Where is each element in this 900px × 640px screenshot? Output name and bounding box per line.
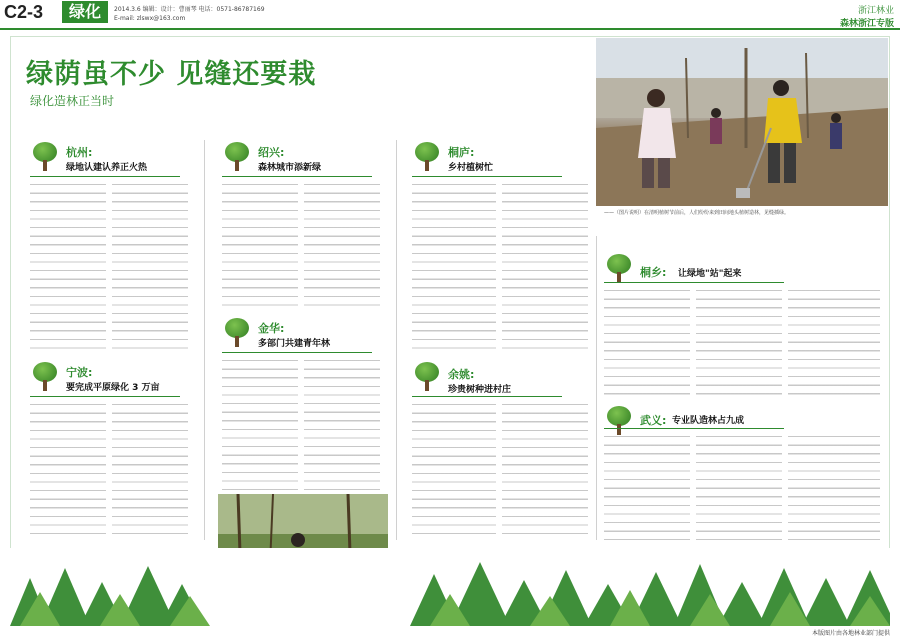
section-divider (222, 176, 372, 177)
article-body-tongxiang (788, 290, 880, 398)
photo-caption-top: ——（图片说明）在清明植树节前后，人们纷纷来到田间地头植树造林，见缝插绿。 (604, 210, 790, 216)
forest-silhouette (10, 548, 890, 626)
section-title-shaoxing: 森林城市添新绿 (258, 163, 322, 173)
article-body-jinhua (222, 360, 298, 490)
section-label: 绿化 (62, 1, 108, 23)
article-body-ningbo (30, 404, 106, 534)
tree-icon (30, 142, 60, 172)
section-region-tongxiang: 桐乡: (640, 266, 667, 279)
section-divider (222, 352, 372, 353)
tree-icon (604, 254, 634, 284)
column-divider (596, 236, 597, 540)
article-body-tonglu (412, 184, 496, 354)
section-region-tonglu: 桐庐: (448, 146, 475, 159)
article-body-ningbo (112, 404, 188, 534)
paper-name-block (840, 3, 894, 29)
section-title-hangzhou: 绿地认建认养正火热 (66, 163, 148, 173)
section-title-tongxiang: 让绿地"站"起来 (678, 269, 742, 279)
section-region-wuyi: 武义: (640, 414, 667, 427)
article-body-shaoxing (222, 184, 298, 310)
section-region-ningbo: 宁波: (66, 366, 93, 379)
date-editor-line: 2014.3.6 编辑：设计：曹丽琴 电话：0571-86787169 (114, 6, 265, 13)
tree-icon (412, 142, 442, 172)
page-code: C2-3 (4, 2, 44, 22)
article-body-yuyao (502, 404, 588, 540)
contact-line: E-mail: zlswx@163.com (114, 15, 186, 22)
section-title-jinhua: 多部门共建青年林 (258, 339, 331, 349)
planting-photo-illustration (596, 38, 888, 206)
section-title-ningbo: 要完成平原绿化 3 万亩 (66, 383, 160, 393)
section-divider (30, 176, 180, 177)
section-divider (604, 282, 784, 283)
section-divider (30, 396, 180, 397)
article-body-tongxiang (696, 290, 782, 398)
article-body-tonglu (502, 184, 588, 354)
forest-band-decoration (10, 548, 890, 626)
footer-note: 本版图片由各地林业部门提供 (811, 630, 890, 637)
masthead (0, 0, 900, 30)
column-divider (204, 140, 205, 540)
section-region-shaoxing: 绍兴: (258, 146, 285, 159)
headline: 绿荫虽不少 见缝还要栽 (26, 59, 317, 90)
article-body-wuyi (696, 436, 782, 540)
tree-icon (222, 142, 252, 172)
subheadline: 绿化造林正当时 (30, 94, 115, 108)
section-title-wuyi: 专业队造林占九成 (672, 416, 745, 426)
section-region-hangzhou: 杭州: (66, 146, 93, 159)
section-region-jinhua: 金华: (258, 322, 285, 335)
article-body-wuyi (788, 436, 880, 540)
paper-name: 浙江林业 (857, 6, 894, 16)
section-divider (412, 396, 562, 397)
planting-photo (596, 38, 888, 206)
tree-icon (30, 362, 60, 392)
article-body-hangzhou (112, 184, 188, 354)
section-divider (412, 176, 562, 177)
tree-icon (412, 362, 442, 392)
article-body-tongxiang (604, 290, 690, 398)
column-divider (396, 140, 397, 540)
article-body-jinhua (304, 360, 380, 490)
article-body-hangzhou (30, 184, 106, 354)
tree-icon (604, 406, 634, 436)
article-body-wuyi (604, 436, 690, 540)
paper-edition: 森林浙江专版 (839, 19, 894, 29)
article-body-yuyao (412, 404, 496, 540)
section-divider (604, 428, 784, 429)
article-body-shaoxing (304, 184, 380, 310)
section-region-yuyao: 余姚: (448, 368, 475, 381)
tree-icon (222, 318, 252, 348)
section-title-tonglu: 乡村植树忙 (448, 163, 494, 173)
section-title-yuyao: 珍贵树种进村庄 (448, 385, 512, 395)
